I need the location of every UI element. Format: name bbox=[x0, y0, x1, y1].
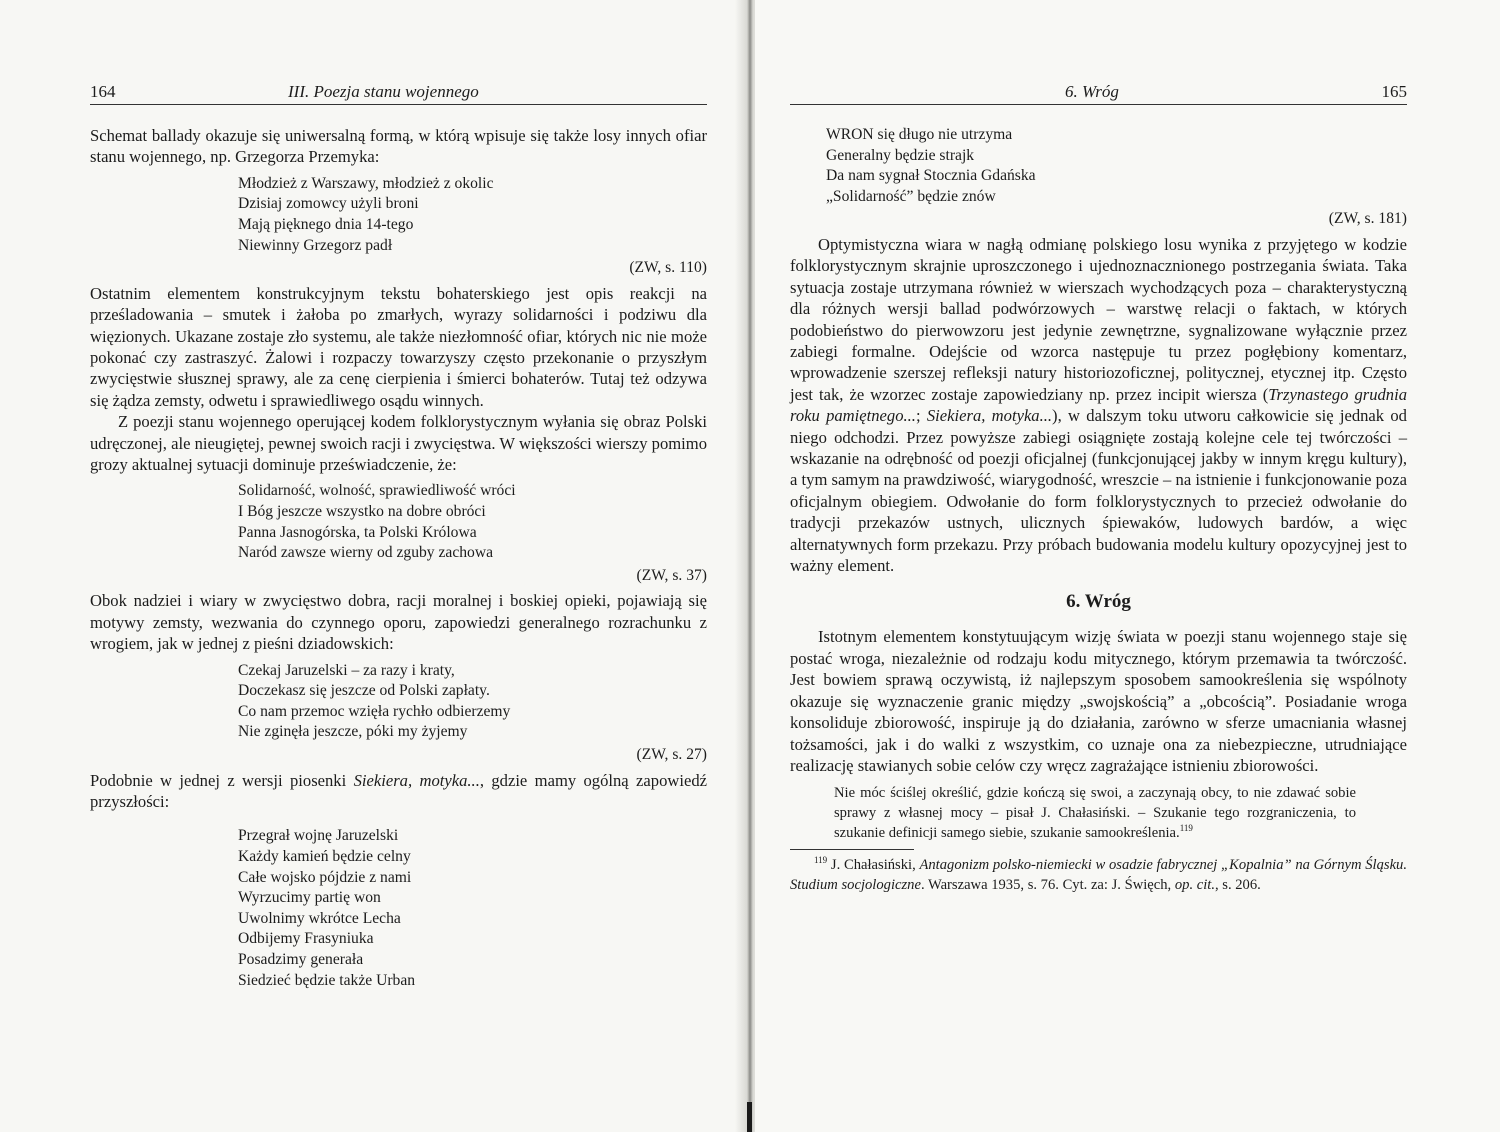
page-number: 164 bbox=[90, 82, 116, 101]
footnote-number: 119 bbox=[814, 855, 828, 866]
verse-line: Przegrał wojnę Jaruzelski bbox=[238, 827, 399, 845]
citation: (ZW, s. 37) bbox=[636, 566, 707, 584]
poem-title: Siekiera, motyka... bbox=[926, 406, 1053, 426]
verse-line: „Solidarność” będzie znów bbox=[826, 187, 996, 205]
text-run: , gdzie mamy ogólną zapowiedź przyszłości: bbox=[90, 770, 707, 811]
text-run: ; bbox=[915, 406, 927, 426]
verse-line: Dzisiaj zomowcy użyli broni bbox=[238, 195, 419, 213]
verse-line: Mają pięknego dnia 14-tego bbox=[238, 216, 414, 233]
left-page-header bbox=[90, 80, 707, 105]
text-run: Optymistyczna wiara w nagłą odmianę polskiego losu wynika z przyjętego w kodzie folklorystycznym skrajnie uproszczonego i ujednoznacznionego postrzegania świata. Taka sytuacja zostaje utrzymana również w wierszach wychodzących poza – charakterystyczną dla różnych wersji ballad podwórzowych – warstwę relacji o faktach, w których podobieństwo do pierwowzoru jest jedynie zewnętrzne, sygnalizowane wyłącznie przez zabiegi formalne. Odejście od wzorca następuje tu przez pogłębiony komentarz, wprowadzenie szerszej refleksji natury historiozoficznej, politycznej, etycznej itp. Często jest tak, że wzorzec zostaje zapowiedziany np. przez incipit wiersza ( bbox=[790, 234, 1407, 404]
verse-line: Młodzież z Warszawy, młodzież z okolic bbox=[238, 174, 494, 192]
binding-mark bbox=[747, 1102, 752, 1132]
verse-line: Naród zawsze wierny od zguby zachowa bbox=[238, 544, 494, 562]
op-cit: op. cit. bbox=[1174, 876, 1215, 893]
citation: (ZW, s. 27) bbox=[636, 746, 707, 763]
verse-line: Uwolnimy wkrótce Lecha bbox=[238, 909, 401, 927]
paragraph bbox=[90, 770, 707, 813]
left-text-column bbox=[90, 125, 707, 991]
verse-line: WRON się długo nie utrzyma bbox=[826, 126, 1013, 143]
verse-line: Niewinny Grzegorz padł bbox=[238, 236, 393, 254]
citation: (ZW, s. 110) bbox=[629, 259, 707, 277]
song-title: Siekiera, motyka... bbox=[353, 770, 480, 790]
citation: (ZW, s. 181) bbox=[1328, 210, 1407, 228]
verse-line: Posadzimy generała bbox=[238, 950, 364, 968]
verse-line: Panna Jasnogórska, ta Polski Królowa bbox=[238, 523, 477, 541]
paragraph: Schemat ballady okazuje się uniwersalną formą, w którą wpisuje się także losy innych ofiar stanu wojennego, np. Grzegorza Przemyka: bbox=[90, 126, 707, 167]
text-run: , s. 206. bbox=[1214, 876, 1261, 893]
footnote-ref: 119 bbox=[1179, 822, 1193, 833]
page-number: 165 bbox=[1381, 82, 1407, 101]
footnote bbox=[790, 856, 1407, 895]
verse-line: Całe wojsko pójdzie z nami bbox=[238, 868, 412, 886]
paragraph bbox=[790, 234, 1407, 577]
left-page bbox=[0, 0, 745, 1132]
block-quote bbox=[834, 784, 1356, 843]
verse-line: Odbijemy Frasyniuka bbox=[238, 930, 374, 948]
verse-block bbox=[90, 826, 707, 991]
verse-line: Każdy kamień będzie celny bbox=[238, 848, 411, 865]
verse-line: I Bóg jeszcze wszystko na dobre obróci bbox=[238, 503, 486, 521]
book-title: Antagonizm polsko-niemiecki w osadzie fabrycznej „Kopalnia” na Górnym Śląsku. Studium socjologiczne bbox=[790, 857, 1407, 893]
verse-line: Doczekasz się jeszcze od Polski zapłaty. bbox=[238, 682, 490, 700]
verse-line: Solidarność, wolność, sprawiedliwość wróci bbox=[238, 482, 516, 500]
footnote-rule bbox=[790, 849, 914, 850]
verse-line: Nie zginęła jeszcze, póki my żyjemy bbox=[238, 723, 468, 741]
text-run: J. Chałasiński, bbox=[827, 857, 920, 874]
verse-line: Generalny będzie strajk bbox=[826, 146, 975, 164]
right-text-column bbox=[790, 125, 1407, 895]
running-head: 6. Wróg bbox=[1065, 82, 1119, 101]
text-run: . Warszawa 1935, s. 76. Cyt. za: J. Święch, bbox=[920, 876, 1175, 893]
paragraph: Ostatnim elementem konstrukcyjnym tekstu bohaterskiego jest opis reakcji na prześladowania – smutek i żałoba po zmarłych, wyrazy solidarności i podziwu dla więzionych. Ukazane zostaje zło systemu, ale także niezłomność ofiar, których nic nie może pokonać czy zastraszyć. Żalowi i rozpaczy towarzyszy często przekonanie o przyszłym zwycięstwie słusznej sprawy, ale za cenę cierpienia i śmierci bohaterów. Tutaj też odzywa się żądza zemsty, odwetu i sprawiedliwego osądu winnych. bbox=[90, 283, 707, 410]
quote-text: Nie móc ściślej określić, gdzie kończą się swoi, a zaczynają obcy, to nie zdawać sobie sprawy z własnej mocy – pisał J. Chałasiński. – Szukanie tego rozgraniczenia, to szukanie definicji samego siebie, szukanie samookreślenia. bbox=[834, 785, 1356, 841]
text-run: Podobnie w jednej z wersji piosenki bbox=[90, 770, 354, 790]
verse-block bbox=[790, 125, 1407, 207]
verse-line: Wyrzucimy partię won bbox=[238, 889, 381, 907]
paragraph: Z poezji stanu wojennego operującej kodem folklorystycznym wyłania się obraz Polski udręczonej, ale nieugiętej, pewnej swoich racji i zwycięstwa. W większości wierszy pomimo grozy aktualnej sytuacji dominuje przeświadczenie, że: bbox=[90, 412, 707, 475]
paragraph: Istotnym elementem konstytuującym wizję świata w poezji stanu wojennego staje się postać wroga, niezależnie od rodzaju kodu mitycznego, którym przemawia ta twórczość. Jest bowiem sprawą oczywistą, iż najlepszym sposobem samookreślenia się wspólnoty okazuje się wyznaczenie granic między „swojskością” a „obcością”. Posiadanie wroga konsoliduje zbiorowość, inspiruje ją do działania, zarówno w sferze umacniania własnej tożsamości, jak i do walki z wszystkim, co uznaje ona za niebezpieczne, utrudniające realizację stawianych sobie celów czy wręcz zagrażające istnieniu zbiorowości. bbox=[790, 627, 1407, 775]
running-head: III. Poezja stanu wojennego bbox=[288, 82, 479, 101]
right-page bbox=[755, 0, 1500, 1132]
verse-line: Co nam przemoc wzięła rychło odbierzemy bbox=[238, 702, 511, 720]
verse-line: Da nam sygnał Stocznia Gdańska bbox=[826, 167, 1036, 185]
poem-title: Trzynastego grudnia roku pamiętnego... bbox=[790, 384, 1407, 426]
paragraph: Obok nadziei i wiary w zwycięstwo dobra, racji moralnej i boskiej opieki, pojawiają się motywy zemsty, wezwania do czynnego oporu, zapowiedzi generalnego rozrachunku z wrogiem, jak w jednej z pieśni dziadowskich: bbox=[90, 591, 707, 654]
verse-line: Siedzieć będzie także Urban bbox=[238, 971, 416, 989]
verse-block bbox=[90, 661, 707, 743]
verse-line: Czekaj Jaruzelski – za razy i kraty, bbox=[238, 661, 455, 679]
verse-block bbox=[90, 481, 707, 563]
verse-block bbox=[90, 174, 707, 256]
text-run: ), w dalszym toku utworu całkowicie się jednak od niego odchodzi. Przez powyższe zabiegi osiągnięte zostają kolejne cele tej twórczości – wskazanie na odrębność od poezji oficjalnej (funkcjonującej jakby w innym kręgu kultury), a tym samym na prawdziwość, wiarygodność, wreszcie – na istnienie i funkcjonowanie poza oficjalnym obiegiem. Odwołanie do form folklorystycznych to przecież odwołanie do tradycji przekazów ustnych, ulicznych śpiewaków, ludowych bardów, a więc alternatywnych form przekazu. Przy próbach budowania modelu kultury opozycyjnej jest to ważny element. bbox=[790, 406, 1407, 576]
section-title: 6. Wróg bbox=[1066, 591, 1131, 613]
right-page-header bbox=[790, 80, 1407, 105]
